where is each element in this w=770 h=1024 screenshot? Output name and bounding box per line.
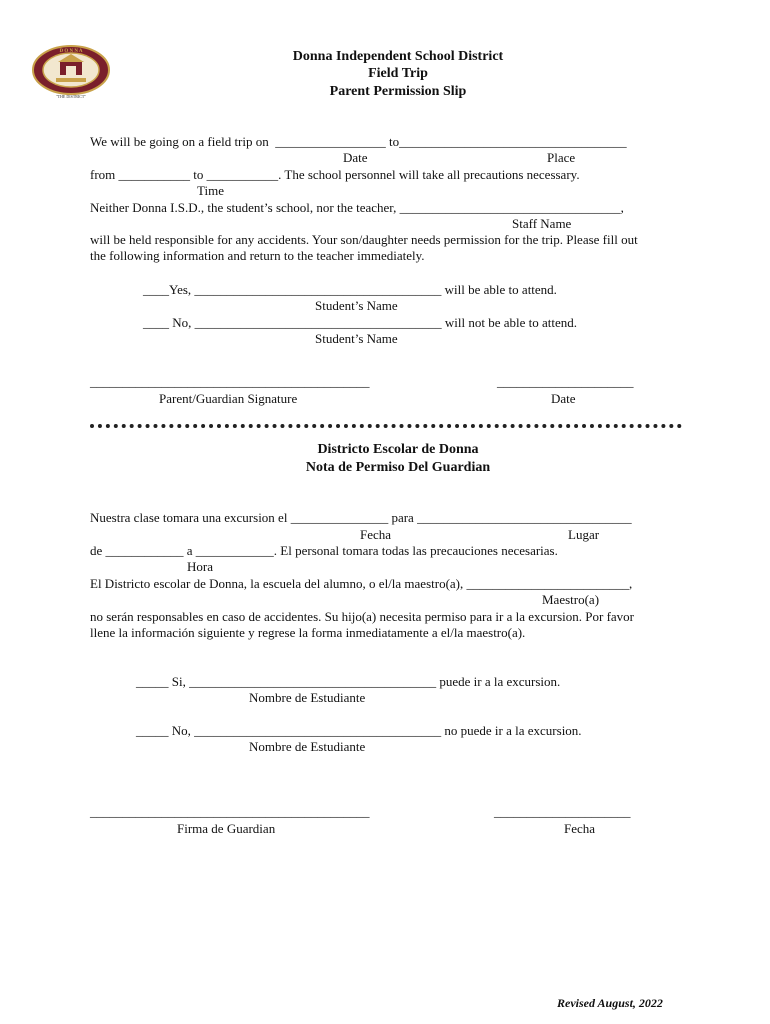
firma-guardian-line: ___________________________________________ <box>90 804 370 819</box>
hora-line: de ____________ a ____________. El personal tomara todas las precauciones necesarias. <box>90 543 558 558</box>
svg-text:D O N N A: D O N N A <box>59 49 83 54</box>
fecha-firma-caption: Fecha <box>564 821 596 836</box>
responsibility-text: will be held responsible for any accidents. Your son/daughter needs permission for the trip. Please fill out <box>90 232 638 247</box>
title-line-3: Parent Permission Slip <box>329 84 467 99</box>
staff-caption: Staff Name <box>512 216 572 231</box>
place-caption: Place <box>547 150 576 165</box>
si-excursion-line: _____ Si, ______________________________________ puede ir a la excursion. <box>136 674 561 689</box>
student-name-caption-yes: Student’s Name <box>315 298 398 313</box>
student-name-caption-no: Student’s Name <box>315 331 398 346</box>
guardian-signature-line: ___________________________________________ <box>90 374 370 389</box>
spanish-title-line-2: Nota de Permiso Del Guardian <box>305 460 491 475</box>
yes-attend-line: ____Yes, ______________________________________ will be able to attend. <box>143 282 557 297</box>
guardian-signature-caption: Parent/Guardian Signature <box>159 391 298 406</box>
fecha-caption: Fecha <box>360 527 392 542</box>
firma-guardian-caption: Firma de Guardian <box>177 821 276 836</box>
revision-note: Revised August, 2022 <box>557 996 663 1010</box>
no-excursion-line: _____ No, ______________________________________ no puede ir a la excursion. <box>136 723 582 738</box>
lugar-caption: Lugar <box>568 527 600 542</box>
maestro-caption: Maestro(a) <box>542 592 600 607</box>
svg-text:"THE DISTRICT": "THE DISTRICT" <box>55 94 87 99</box>
hora-caption: Hora <box>187 559 213 574</box>
section-divider <box>90 424 682 428</box>
no-attend-line: ____ No, ______________________________________ will not be able to attend. <box>143 315 578 330</box>
spanish-title-line-1: Districto Escolar de Donna <box>317 442 479 457</box>
nombre-caption-si: Nombre de Estudiante <box>249 690 366 705</box>
trip-date-place-line: We will be going on a field trip on _________________ to___________________________________ <box>90 134 627 149</box>
maestro-line: El Districto escolar de Donna, la escuela del alumno, o el/la maestro(a), _________________________, <box>90 576 633 591</box>
title-line-1: Donna Independent School District <box>292 49 504 64</box>
responsabilidad-text: no serán responsables en caso de accidentes. Su hijo(a) necesita permiso para ir a la excursion. Por favor <box>90 609 634 624</box>
date-caption: Date <box>343 150 368 165</box>
signature-date-line: _____________________ <box>497 374 634 389</box>
title-line-2: Field Trip <box>368 66 428 81</box>
fecha-firma-line: _____________________ <box>494 804 631 819</box>
excursion-fecha-lugar-line: Nuestra clase tomara una excursion el _______________ para _________________________________ <box>90 510 632 525</box>
time-caption: Time <box>197 183 224 198</box>
signature-date-caption: Date <box>551 391 576 406</box>
nombre-caption-no: Nombre de Estudiante <box>249 739 366 754</box>
instructions-text: the following information and return to the teacher immediately. <box>90 248 425 263</box>
instrucciones-text: llene la información siguiente y regrese la forma inmediatamente a el/la maestro(a). <box>90 625 526 640</box>
time-line: from ___________ to ___________. The school personnel will take all precautions necessary. <box>90 167 580 182</box>
staff-line: Neither Donna I.S.D., the student’s school, nor the teacher, __________________________________, <box>90 200 624 215</box>
